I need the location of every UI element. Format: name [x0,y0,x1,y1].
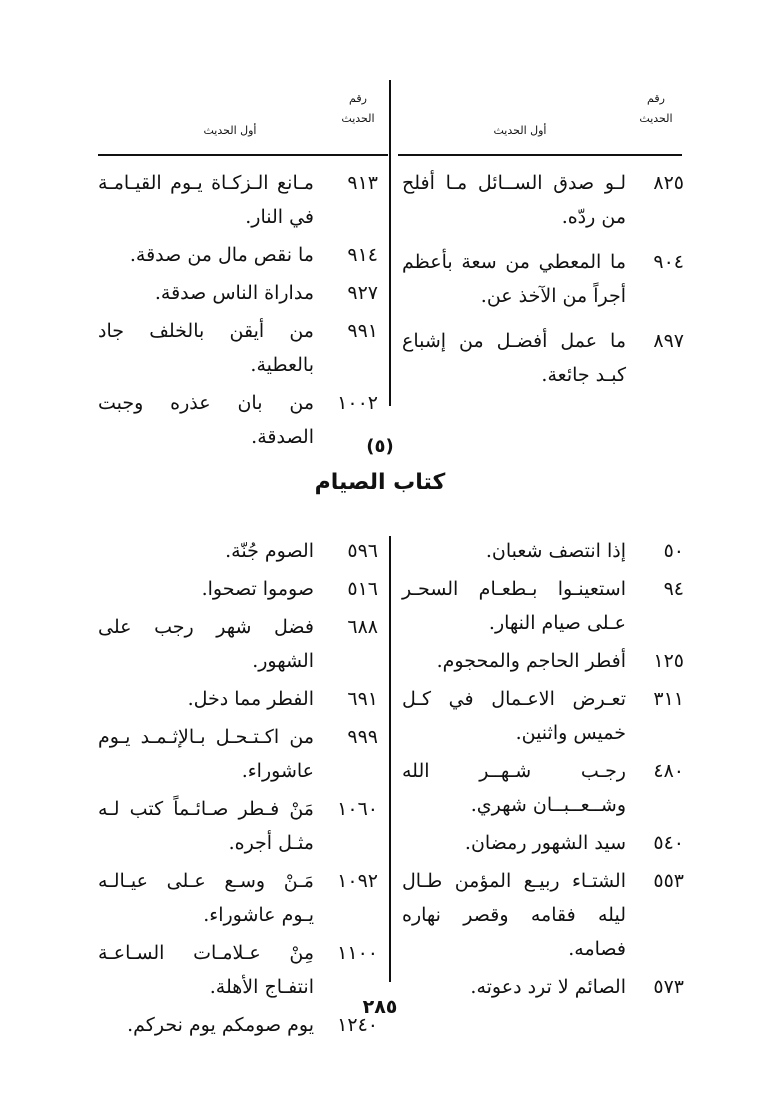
bottom-left-entries [98,534,378,1042]
list-item [98,238,378,272]
page-number: ٢٨٥ [362,996,398,1018]
top-column-divider [389,80,391,406]
top-right-num-header: رقم الحديث [639,92,673,125]
hadith-number: ٩٤ [663,578,684,600]
hadith-number: ٥٠ [663,540,684,562]
hadith-number: ٩١٣ [347,172,378,194]
hadith-number: ٤٨٠ [653,760,684,782]
hadith-text: لـو صدق الســائل مـا أفلح من ردّه. [402,172,626,228]
hadith-text: صوموا تصحوا. [201,578,314,600]
list-item [402,644,684,678]
hadith-text: الفطر مما دخل. [187,688,314,710]
hadith-number: ١٢٤٠ [337,1014,378,1036]
hadith-text: الصوم جُنّة. [225,540,314,562]
list-item [98,166,378,234]
hadith-number: ٩٩٩ [347,726,378,748]
list-item [402,754,684,822]
hadith-text: استعينـوا بـطعـام السحـر عـلى صيام النهار. [402,578,626,634]
hadith-text: من بان عذره وجبت الصدقة. [98,392,314,448]
top-header-rule-left [98,154,388,156]
hadith-text: من أيقن بالخلف جاد بالعطية. [98,320,314,376]
hadith-text: يوم صومكم يوم نحركم. [127,1014,314,1036]
hadith-number: ٦٨٨ [347,616,378,638]
list-item [402,682,684,750]
hadith-text: ما نقص مال من صدقة. [129,244,314,266]
hadith-text: الصائم لا ترد دعوته. [470,976,626,998]
list-item [402,324,684,392]
hadith-number: ٥٩٦ [347,540,378,562]
top-left-entries [98,166,378,454]
hadith-text: مَـنْ وسـع عـلى عيـالـه يـوم عاشوراء. [98,870,314,926]
list-item [98,610,378,678]
top-right-entries [402,166,684,392]
list-item [98,314,378,382]
hadith-number: ٩٢٧ [347,282,378,304]
list-item [402,572,684,640]
list-item [402,534,684,568]
hadith-text: من اكـتـحـل بـالإثـمـد يـوم عاشوراء. [98,726,314,782]
hadith-number: ١٠٩٢ [337,870,378,892]
list-item [98,864,378,932]
bottom-column-divider [389,536,391,982]
hadith-number: ٩١٤ [347,244,378,266]
top-left-text-header: أول الحديث [203,124,257,137]
list-item [98,682,378,716]
hadith-text: أفطر الحاجم والمحجوم. [436,650,626,672]
hadith-text: سيد الشهور رمضان. [464,832,626,854]
section-title: كتاب الصيام [314,470,446,495]
hadith-text: مداراة الناس صدقة. [154,282,314,304]
hadith-number: ٣١١ [653,688,684,710]
list-item [402,245,684,313]
hadith-text: تعـرض الاعـمال في كـل خميس واثنين. [402,688,626,744]
list-item [98,936,378,1004]
hadith-number: ٩٩١ [347,320,378,342]
bottom-right-entries [402,534,684,1004]
list-item [98,792,378,860]
list-item [402,166,684,234]
hadith-text: مـانع الـزكـاة يـوم القيـامـة في النار. [98,172,314,228]
hadith-number: ١١٠٠ [337,942,378,964]
list-item [402,864,684,966]
hadith-text: ما المعطي من سعة بأعظم أجراً من الآخذ عن. [402,251,626,307]
hadith-text: الشتـاء ربيـع المؤمن طـال ليله فقامه وقصر نهاره فصامه. [402,870,626,960]
hadith-number: ١٠٦٠ [337,798,378,820]
top-left-num-header: رقم الحديث [341,92,375,125]
hadith-text: رجـب شـهــر الله وشــعــبــان شهري. [402,760,626,816]
hadith-text: مَنْ فـطر صـائـماً كتب لـه مثـل أجره. [98,798,314,854]
list-item [402,826,684,860]
section-number: (٥) [366,436,394,457]
hadith-text: ما عمل أفضـل من إشباع كبـد جائعة. [402,330,626,386]
hadith-number: ٨٩٧ [653,330,684,352]
hadith-number: ٥٥٣ [653,870,684,892]
list-item [98,276,378,310]
hadith-text: إذا انتصف شعبان. [485,540,626,562]
hadith-number: ٥١٦ [347,578,378,600]
hadith-text: مِنْ عـلامـات السـاعـة انتفـاج الأهلة. [98,942,314,998]
list-item [98,720,378,788]
top-header-rule-right [398,154,682,156]
hadith-text: فضل شهر رجب على الشهور. [98,616,314,672]
list-item [98,572,378,606]
hadith-number: ٦٩١ [347,688,378,710]
hadith-number: ٥٧٣ [653,976,684,998]
hadith-number: ٩٠٤ [653,251,684,273]
hadith-number: ٨٢٥ [653,172,684,194]
list-item [98,534,378,568]
top-right-text-header: أول الحديث [493,124,547,137]
hadith-number: ١٠٠٢ [337,392,378,414]
hadith-number: ١٢٥ [653,650,684,672]
hadith-number: ٥٤٠ [653,832,684,854]
